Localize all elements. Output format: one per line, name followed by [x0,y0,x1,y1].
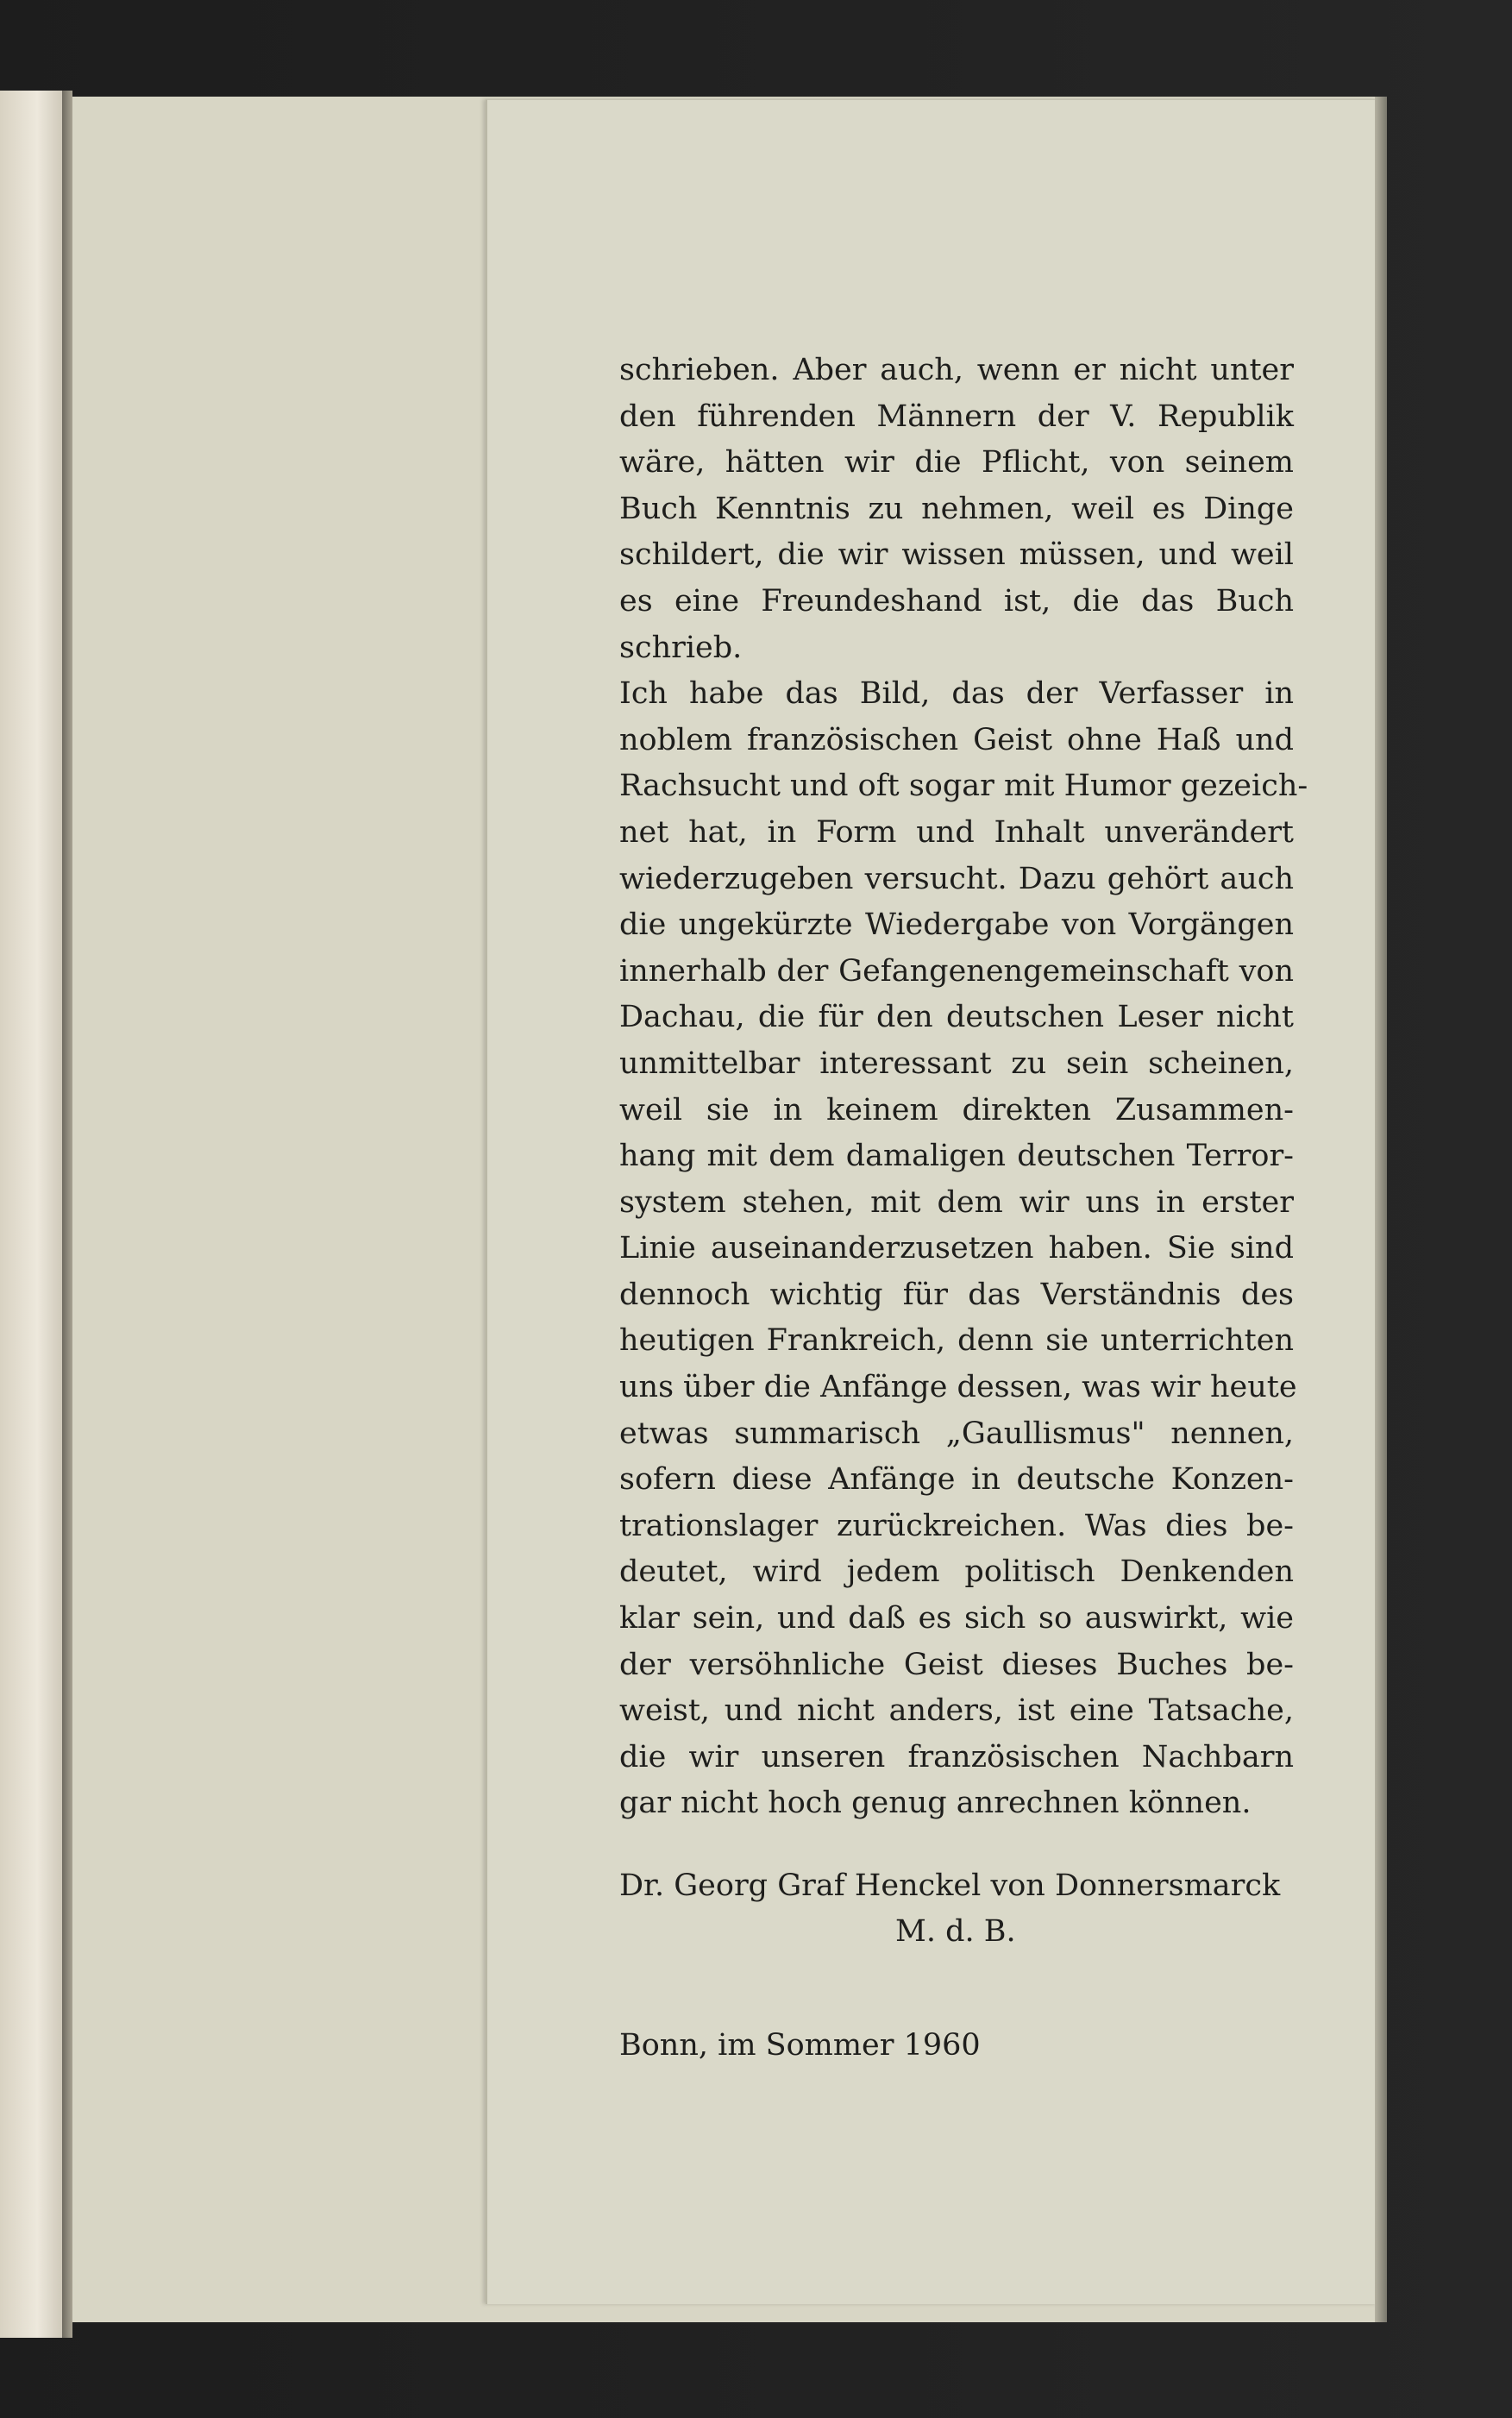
text-line: noblem französischen Geist ohne Haß und [619,722,1294,757]
text-line: net hat, in Form und Inhalt unverändert [619,814,1294,850]
text-line: heutigen Frankreich, denn sie unterrichten [619,1323,1294,1359]
text-line: Dachau, die für den deutschen Leser nicht [619,1000,1294,1035]
text-line: die wir unseren französischen Nachbarn [619,1739,1294,1774]
text-line: system stehen, mit dem wir uns in erster [619,1184,1294,1220]
text-line: wäre, hätten wir die Pflicht, von seinem [619,445,1294,480]
place-date: Bonn, im Sommer 1960 [619,2028,981,2063]
text-line: klar sein, und daß es sich so auswirkt, wie [619,1601,1294,1636]
text-line: sofern diese Anfänge in deutsche Konzen- [619,1462,1294,1498]
text-line: wiederzugeben versucht. Dazu gehört auch [619,861,1294,896]
text-line: uns über die Anfänge dessen, was wir heute [619,1370,1297,1405]
text-line: die ungekürzte Wiedergabe von Vorgängen [619,908,1294,943]
text-line: weil sie in keinem direkten Zusammen- [619,1092,1294,1127]
text-line: trationslager zurückreichen. Was dies be- [619,1508,1294,1543]
text-line: weist, und nicht anders, ist eine Tatsache, [619,1693,1294,1729]
page-right-edge [1375,97,1387,2322]
gutter-shadow [62,91,72,2338]
body-text [619,348,1308,1827]
text-line: der versöhnliche Geist dieses Buches be- [619,1647,1294,1682]
text-line: deutet, wird jedem politisch Denkenden [619,1554,1294,1590]
text-line: schrieben. Aber auch, wenn er nicht unter [619,353,1294,387]
text-line: hang mit dem damaligen deutschen Terror- [619,1139,1294,1174]
text-line: innerhalb der Gefangenengemeinschaft von [619,953,1294,989]
text-line: etwas summarisch „Gaullismus" nennen, [619,1416,1294,1451]
text-line: Ich habe das Bild, das der Verfasser in [619,676,1294,712]
text-line: den führenden Männern der V. Republik [619,399,1294,434]
text-line: schildert, die wir wissen müssen, und weil [619,537,1294,573]
text-line: es eine Freundeshand ist, die das Buch [619,583,1294,619]
text-line: Linie auseinanderzusetzen haben. Sie sind [619,1231,1294,1266]
text-line: Buch Kenntnis zu nehmen, weil es Dinge [619,491,1294,526]
text-line: unmittelbar interessant zu sein scheinen, [619,1046,1294,1081]
text-line: gar nicht hoch genug anrechnen können. [619,1786,1252,1821]
left-page-edge [0,91,64,2338]
text-line: Rachsucht und oft sogar mit Humor gezeich- [619,769,1308,804]
text-line: schrieb. [619,630,743,665]
text-line: dennoch wichtig für das Verständnis des [619,1277,1294,1312]
signatory-title: M. d. B. [895,1914,1016,1949]
signatory-name: Dr. Georg Graf Henckel von Donnersmarck [619,1868,1281,1903]
signature-block [619,1863,1294,1955]
